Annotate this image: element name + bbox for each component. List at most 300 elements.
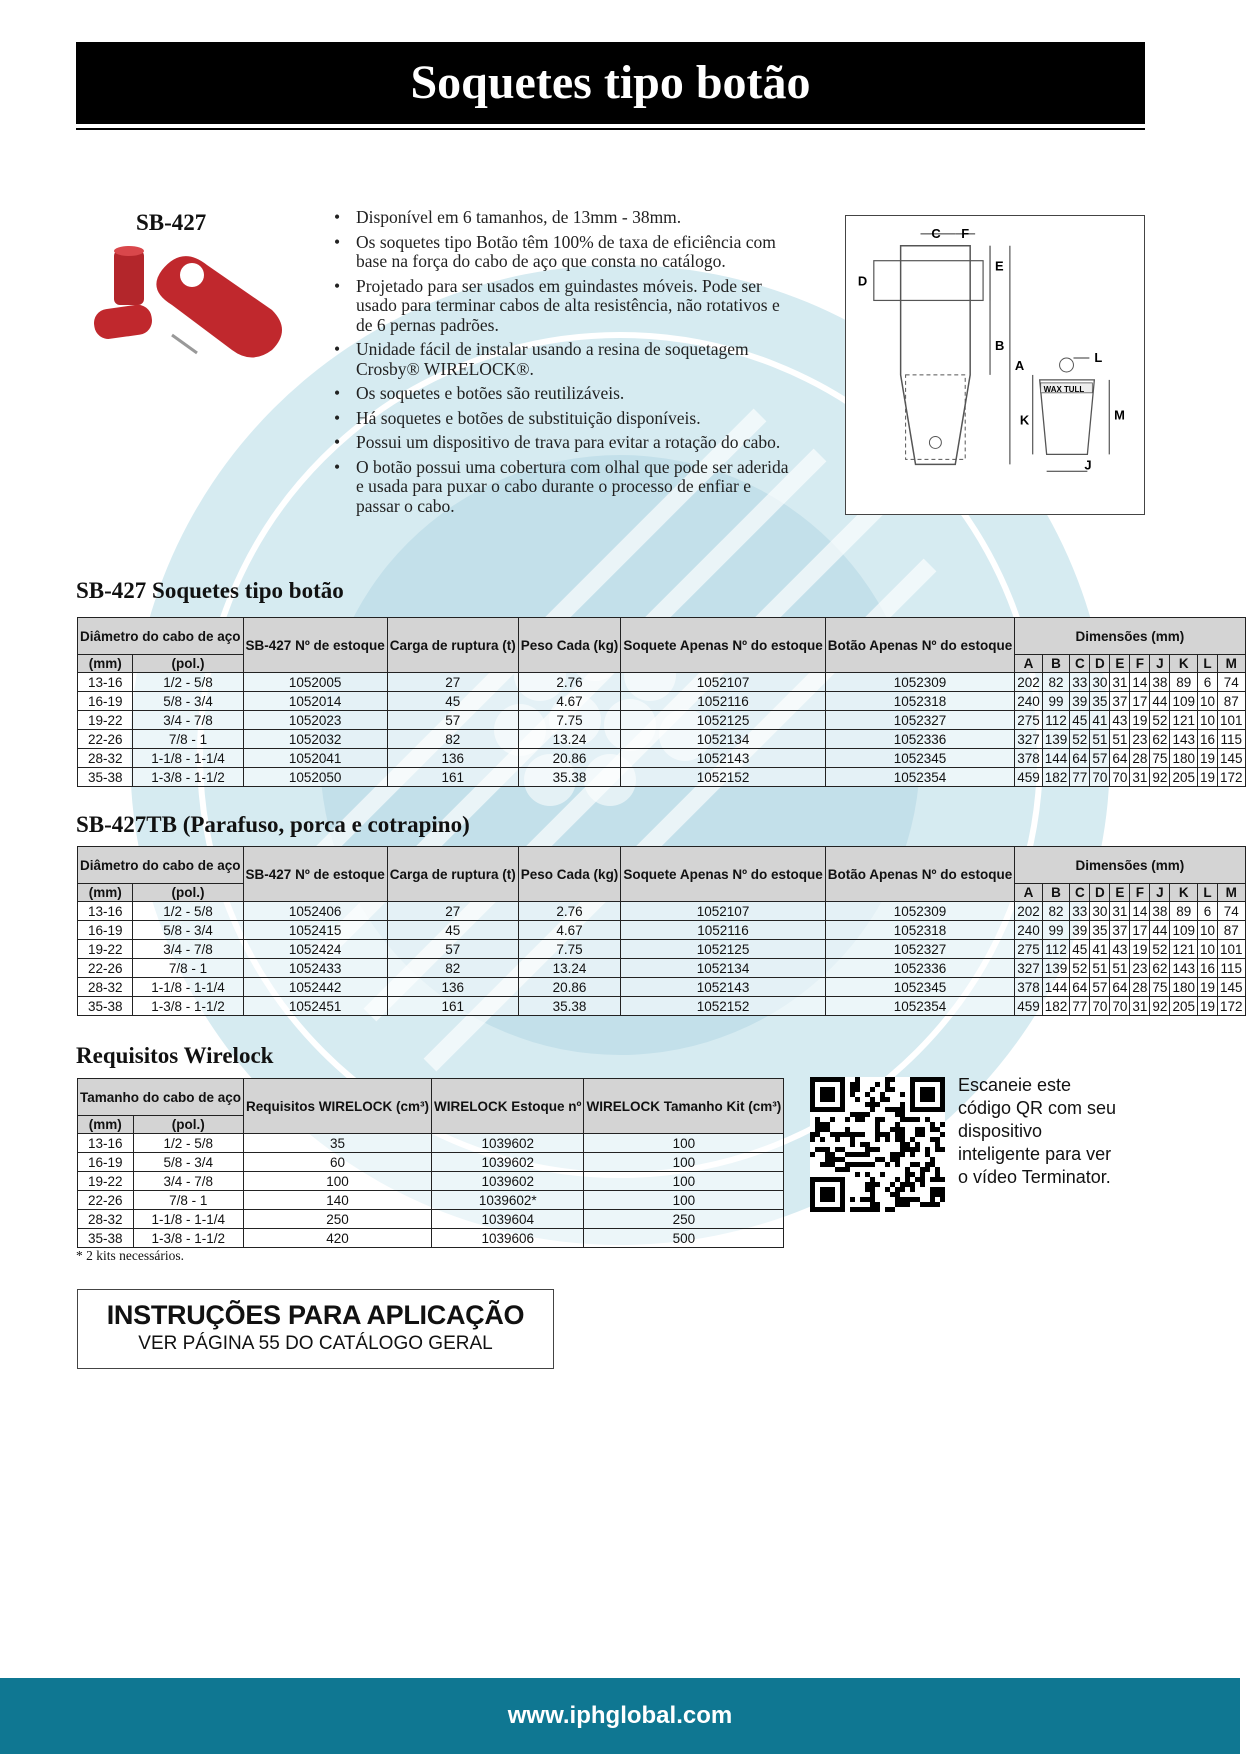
cell-m: 172	[1218, 997, 1246, 1016]
dim-label-a: A	[1014, 357, 1025, 373]
col-header-dim: B	[1042, 655, 1070, 673]
instructions-title: INSTRUÇÕES PARA APLICAÇÃO	[106, 1300, 525, 1330]
cell-kit: 250	[584, 1210, 784, 1229]
cell-a: 202	[1015, 902, 1043, 921]
cell-botao: 1052327	[825, 940, 1014, 959]
qr-code[interactable]	[810, 1077, 945, 1212]
cell-c: 64	[1070, 978, 1090, 997]
cell-f: 31	[1130, 997, 1150, 1016]
col-header-dim: M	[1218, 655, 1246, 673]
cell-k: 180	[1170, 749, 1198, 768]
cell-peso: 2.76	[518, 902, 621, 921]
cell-mm: 22-26	[78, 730, 133, 749]
col-header-dim: D	[1090, 655, 1110, 673]
dim-label-l: L	[1094, 350, 1103, 366]
cell-m: 101	[1218, 940, 1246, 959]
cell-soquete: 1052116	[621, 921, 825, 940]
cell-stock: 1052424	[243, 940, 387, 959]
cell-req: 100	[244, 1172, 432, 1191]
table-row	[78, 978, 1246, 997]
cell-d: 57	[1090, 749, 1110, 768]
cell-e: 64	[1110, 978, 1130, 997]
cell-f: 19	[1130, 711, 1150, 730]
cell-a: 202	[1015, 673, 1043, 692]
cell-stock: 1052451	[243, 997, 387, 1016]
table-row	[78, 959, 1246, 978]
col-header-dim: L	[1197, 884, 1217, 902]
cell-k: 109	[1170, 921, 1198, 940]
cell-pol: 7/8 - 1	[133, 959, 243, 978]
cell-l: 19	[1197, 768, 1217, 787]
page-title: Soquetes tipo botão	[76, 42, 1145, 124]
col-header-stock: SB-427 Nº de estoque	[243, 847, 387, 902]
cell-kit: 100	[584, 1191, 784, 1210]
cell-b: 182	[1042, 997, 1070, 1016]
cell-a: 459	[1015, 768, 1043, 787]
feature-item: • Há soquetes e botões de substituição disponíveis.	[330, 409, 790, 429]
cell-mm: 19-22	[78, 711, 133, 730]
feature-list	[330, 208, 790, 521]
col-header-diametro: Diâmetro do cabo de aço	[78, 847, 244, 884]
col-header-dim: K	[1170, 884, 1198, 902]
cell-e: 37	[1110, 921, 1130, 940]
footer-url[interactable]: www.iphglobal.com	[0, 1678, 1240, 1754]
cell-d: 51	[1090, 730, 1110, 749]
feature-item: • Os soquetes e botões são reutilizáveis.	[330, 384, 790, 404]
cell-c: 77	[1070, 997, 1090, 1016]
cell-a: 275	[1015, 711, 1043, 730]
cell-l: 6	[1197, 902, 1217, 921]
cell-pol: 1-1/8 - 1-1/4	[133, 1210, 243, 1229]
cell-a: 240	[1015, 921, 1043, 940]
cell-b: 99	[1042, 692, 1070, 711]
cell-pol: 1-3/8 - 1-1/2	[133, 997, 243, 1016]
col-header-dim: K	[1170, 655, 1198, 673]
cell-j: 75	[1150, 749, 1170, 768]
cell-e: 37	[1110, 692, 1130, 711]
col-header-botao: Botão Apenas Nº do estoque	[825, 618, 1014, 673]
cell-pol: 7/8 - 1	[133, 1191, 243, 1210]
col-header-soquete: Soquete Apenas Nº do estoque	[621, 847, 825, 902]
cell-k: 89	[1170, 902, 1198, 921]
cell-l: 16	[1197, 730, 1217, 749]
cell-b: 139	[1042, 730, 1070, 749]
cell-f: 28	[1130, 749, 1150, 768]
cell-stock: 1052023	[243, 711, 387, 730]
cell-b: 182	[1042, 768, 1070, 787]
table1-title: SB-427 Soquetes tipo botão	[76, 578, 344, 603]
cell-e: 51	[1110, 959, 1130, 978]
col-header-dim: B	[1042, 884, 1070, 902]
cell-f: 17	[1130, 692, 1150, 711]
cell-botao: 1052327	[825, 711, 1014, 730]
col-header-dim: A	[1015, 884, 1043, 902]
cell-c: 64	[1070, 749, 1090, 768]
cell-c: 77	[1070, 768, 1090, 787]
cell-d: 41	[1090, 940, 1110, 959]
col-header-dim: F	[1130, 655, 1150, 673]
product-photo	[92, 245, 302, 370]
dim-label-j: J	[1084, 457, 1092, 473]
col-header-dim: E	[1110, 655, 1130, 673]
col-header-diametro: Diâmetro do cabo de aço	[78, 618, 244, 655]
dim-label-k: K	[1019, 412, 1030, 428]
cell-b: 112	[1042, 711, 1070, 730]
col-header-dimensoes: Dimensões (mm)	[1015, 618, 1245, 655]
cell-peso: 13.24	[518, 959, 621, 978]
wirelock-table	[77, 1078, 784, 1248]
qr-caption: Escaneie este código QR com seu dispositivo inteligente para ver o vídeo Terminator.	[958, 1075, 1117, 1187]
cell-peso: 4.67	[518, 921, 621, 940]
cell-peso: 20.86	[518, 978, 621, 997]
cell-e: 64	[1110, 749, 1130, 768]
cell-stock: 1039602	[432, 1153, 584, 1172]
cell-a: 378	[1015, 749, 1043, 768]
cell-mm: 13-16	[78, 902, 133, 921]
cell-pol: 1-1/8 - 1-1/4	[133, 978, 243, 997]
cell-pol: 1/2 - 5/8	[133, 902, 243, 921]
cell-e: 70	[1110, 768, 1130, 787]
cell-b: 139	[1042, 959, 1070, 978]
cell-peso: 4.67	[518, 692, 621, 711]
table2-title: SB-427TB (Parafuso, porca e cotrapino)	[76, 812, 470, 837]
cell-pol: 1-1/8 - 1-1/4	[133, 749, 243, 768]
table-row	[78, 692, 1246, 711]
cell-stock: 1052415	[243, 921, 387, 940]
cell-l: 6	[1197, 673, 1217, 692]
cell-d: 51	[1090, 959, 1110, 978]
cell-f: 28	[1130, 978, 1150, 997]
title-divider	[76, 128, 1145, 130]
cell-d: 70	[1090, 768, 1110, 787]
cell-soquete: 1052134	[621, 730, 825, 749]
cell-j: 92	[1150, 997, 1170, 1016]
cell-carga: 45	[387, 921, 518, 940]
cell-carga: 27	[387, 673, 518, 692]
cell-botao: 1052345	[825, 749, 1014, 768]
col-header-requisitos: Requisitos WIRELOCK (cm³)	[244, 1079, 432, 1134]
cell-m: 145	[1218, 978, 1246, 997]
cell-carga: 82	[387, 730, 518, 749]
col-header-dim: D	[1090, 884, 1110, 902]
cell-carga: 82	[387, 959, 518, 978]
cell-botao: 1052354	[825, 768, 1014, 787]
cell-e: 70	[1110, 997, 1130, 1016]
cell-stock: 1052041	[243, 749, 387, 768]
table-row	[78, 749, 1246, 768]
feature-item: • Disponível em 6 tamanhos, de 13mm - 38mm.	[330, 208, 790, 228]
cell-carga: 136	[387, 978, 518, 997]
cell-mm: 35-38	[78, 768, 133, 787]
cell-mm: 19-22	[78, 1172, 134, 1191]
table-row	[78, 1229, 784, 1248]
cell-kit: 500	[584, 1229, 784, 1248]
cell-mm: 16-19	[78, 921, 133, 940]
cell-a: 327	[1015, 959, 1043, 978]
cell-soquete: 1052143	[621, 978, 825, 997]
cell-b: 144	[1042, 978, 1070, 997]
cell-soquete: 1052107	[621, 902, 825, 921]
cell-c: 45	[1070, 711, 1090, 730]
col-header-dim: A	[1015, 655, 1043, 673]
cell-e: 43	[1110, 711, 1130, 730]
col-header-peso: Peso Cada (kg)	[518, 618, 621, 673]
cell-botao: 1052354	[825, 997, 1014, 1016]
col-header-peso: Peso Cada (kg)	[518, 847, 621, 902]
instructions-box	[77, 1289, 554, 1369]
cell-req: 60	[244, 1153, 432, 1172]
col-header-dim: J	[1150, 884, 1170, 902]
cell-botao: 1052309	[825, 902, 1014, 921]
dim-label-f: F	[961, 225, 970, 241]
cell-j: 75	[1150, 978, 1170, 997]
cell-mm: 16-19	[78, 1153, 134, 1172]
cell-stock: 1039602*	[432, 1191, 584, 1210]
cell-b: 112	[1042, 940, 1070, 959]
cell-botao: 1052336	[825, 730, 1014, 749]
feature-item: • O botão possui uma cobertura com olhal que pode ser aderida e usada para puxar o cabo durante o processo de enfiar e passar o cabo.	[330, 458, 790, 517]
cell-b: 144	[1042, 749, 1070, 768]
cell-c: 39	[1070, 692, 1090, 711]
cell-k: 109	[1170, 692, 1198, 711]
feature-item: • Projetado para ser usados em guindastes móveis. Pode ser usado para terminar cabos de alta resistência, não rotativos e de 6 pernas padrões.	[330, 277, 790, 336]
cell-mm: 19-22	[78, 940, 133, 959]
cell-d: 30	[1090, 673, 1110, 692]
cell-d: 35	[1090, 921, 1110, 940]
cell-j: 52	[1150, 711, 1170, 730]
cell-m: 87	[1218, 692, 1246, 711]
cell-mm: 28-32	[78, 978, 133, 997]
cell-c: 39	[1070, 921, 1090, 940]
cell-soquete: 1052152	[621, 997, 825, 1016]
cell-d: 70	[1090, 997, 1110, 1016]
cell-l: 10	[1197, 692, 1217, 711]
table-row	[78, 1134, 784, 1153]
dim-label-d: D	[857, 273, 868, 289]
cell-j: 52	[1150, 940, 1170, 959]
cell-stock: 1039602	[432, 1134, 584, 1153]
cell-pol: 3/4 - 7/8	[133, 711, 243, 730]
cell-mm: 28-32	[78, 749, 133, 768]
table-row	[78, 902, 1246, 921]
cell-mm: 22-26	[78, 959, 133, 978]
cell-botao: 1052345	[825, 978, 1014, 997]
cell-peso: 2.76	[518, 673, 621, 692]
cell-j: 62	[1150, 959, 1170, 978]
table-row	[78, 768, 1246, 787]
cell-a: 378	[1015, 978, 1043, 997]
cell-j: 44	[1150, 921, 1170, 940]
table-row	[78, 1153, 784, 1172]
cell-e: 31	[1110, 902, 1130, 921]
nameplate-label: WAX TULL	[1043, 384, 1085, 394]
col-header-soquete: Soquete Apenas Nº do estoque	[621, 618, 825, 673]
cell-a: 327	[1015, 730, 1043, 749]
cell-botao: 1052336	[825, 959, 1014, 978]
cell-j: 38	[1150, 902, 1170, 921]
cell-f: 14	[1130, 902, 1150, 921]
cell-botao: 1052318	[825, 692, 1014, 711]
cell-l: 19	[1197, 749, 1217, 768]
cell-pol: 5/8 - 3/4	[133, 692, 243, 711]
feature-item: • Unidade fácil de instalar usando a resina de soquetagem Crosby® WIRELOCK®.	[330, 340, 790, 379]
dim-label-b: B	[995, 338, 1005, 354]
cell-req: 250	[244, 1210, 432, 1229]
cell-j: 92	[1150, 768, 1170, 787]
cell-stock: 1039604	[432, 1210, 584, 1229]
cell-peso: 7.75	[518, 940, 621, 959]
cell-k: 143	[1170, 959, 1198, 978]
col-header-kit: WIRELOCK Tamanho Kit (cm³)	[584, 1079, 784, 1134]
cell-e: 31	[1110, 673, 1130, 692]
cell-m: 87	[1218, 921, 1246, 940]
col-header-dim: C	[1070, 655, 1090, 673]
cell-soquete: 1052134	[621, 959, 825, 978]
table-row	[78, 1172, 784, 1191]
dim-label-m: M	[1114, 407, 1125, 423]
cell-l: 10	[1197, 921, 1217, 940]
cell-k: 89	[1170, 673, 1198, 692]
cell-f: 23	[1130, 959, 1150, 978]
cell-mm: 28-32	[78, 1210, 134, 1229]
cell-l: 10	[1197, 940, 1217, 959]
cell-peso: 7.75	[518, 711, 621, 730]
table2	[77, 846, 1246, 1016]
cell-soquete: 1052107	[621, 673, 825, 692]
cell-soquete: 1052143	[621, 749, 825, 768]
table-row	[78, 673, 1246, 692]
col-header-pol: (pol.)	[133, 655, 243, 673]
dim-label-e: E	[995, 258, 1004, 274]
cell-soquete: 1052116	[621, 692, 825, 711]
cell-peso: 13.24	[518, 730, 621, 749]
cell-b: 82	[1042, 902, 1070, 921]
col-header-mm: (mm)	[78, 1116, 134, 1134]
cell-m: 74	[1218, 673, 1246, 692]
cell-pol: 3/4 - 7/8	[133, 1172, 243, 1191]
cell-stock: 1052406	[243, 902, 387, 921]
col-header-mm: (mm)	[78, 884, 133, 902]
cell-m: 172	[1218, 768, 1246, 787]
cell-j: 44	[1150, 692, 1170, 711]
cell-f: 23	[1130, 730, 1150, 749]
cell-b: 82	[1042, 673, 1070, 692]
dim-label-c: C	[931, 225, 941, 241]
cell-carga: 57	[387, 711, 518, 730]
cell-pol: 7/8 - 1	[133, 730, 243, 749]
cell-d: 35	[1090, 692, 1110, 711]
cell-stock: 1039606	[432, 1229, 584, 1248]
col-header-stock: WIRELOCK Estoque nº	[432, 1079, 584, 1134]
cell-carga: 136	[387, 749, 518, 768]
cell-c: 33	[1070, 902, 1090, 921]
instructions-subtitle: VER PÁGINA 55 DO CATÁLOGO GERAL	[138, 1333, 493, 1354]
cell-kit: 100	[584, 1134, 784, 1153]
cell-c: 52	[1070, 959, 1090, 978]
col-header-mm: (mm)	[78, 655, 133, 673]
cell-stock: 1052032	[243, 730, 387, 749]
col-header-dim: C	[1070, 884, 1090, 902]
cell-m: 145	[1218, 749, 1246, 768]
cell-d: 41	[1090, 711, 1110, 730]
cell-peso: 20.86	[518, 749, 621, 768]
cell-l: 16	[1197, 959, 1217, 978]
dimension-diagram	[845, 215, 1145, 515]
cell-carga: 27	[387, 902, 518, 921]
cell-req: 420	[244, 1229, 432, 1248]
col-header-botao: Botão Apenas Nº do estoque	[825, 847, 1014, 902]
cell-req: 35	[244, 1134, 432, 1153]
cell-l: 10	[1197, 711, 1217, 730]
wirelock-title: Requisitos Wirelock	[76, 1043, 274, 1068]
cell-e: 51	[1110, 730, 1130, 749]
cell-k: 180	[1170, 978, 1198, 997]
cell-c: 52	[1070, 730, 1090, 749]
cell-a: 275	[1015, 940, 1043, 959]
cell-stock: 1039602	[432, 1172, 584, 1191]
cell-m: 115	[1218, 730, 1246, 749]
cell-carga: 161	[387, 997, 518, 1016]
col-header-dim: M	[1218, 884, 1246, 902]
footnote: * 2 kits necessários.	[76, 1248, 184, 1263]
cell-m: 74	[1218, 902, 1246, 921]
cell-k: 143	[1170, 730, 1198, 749]
cell-mm: 35-38	[78, 1229, 134, 1248]
cell-k: 205	[1170, 768, 1198, 787]
col-header-carga: Carga de ruptura (t)	[387, 847, 518, 902]
table-row	[78, 1210, 784, 1229]
table-row	[78, 921, 1246, 940]
feature-item: • Os soquetes tipo Botão têm 100% de taxa de eficiência com base na força do cabo de aço que consta no catálogo.	[330, 233, 790, 272]
cell-pol: 1-3/8 - 1-1/2	[133, 1229, 243, 1248]
cell-mm: 13-16	[78, 673, 133, 692]
cell-carga: 57	[387, 940, 518, 959]
cell-d: 57	[1090, 978, 1110, 997]
cell-l: 19	[1197, 997, 1217, 1016]
cell-m: 101	[1218, 711, 1246, 730]
cell-e: 43	[1110, 940, 1130, 959]
feature-item: • Possui um dispositivo de trava para evitar a rotação do cabo.	[330, 433, 790, 453]
cell-kit: 100	[584, 1153, 784, 1172]
cell-c: 45	[1070, 940, 1090, 959]
cell-carga: 161	[387, 768, 518, 787]
cell-f: 17	[1130, 921, 1150, 940]
cell-f: 19	[1130, 940, 1150, 959]
cell-stock: 1052442	[243, 978, 387, 997]
product-code: SB-427	[136, 210, 207, 235]
table1	[77, 617, 1246, 787]
cell-stock: 1052005	[243, 673, 387, 692]
cell-soquete: 1052125	[621, 711, 825, 730]
cell-pol: 5/8 - 3/4	[133, 1153, 243, 1172]
col-header-dim: J	[1150, 655, 1170, 673]
col-header-dim: E	[1110, 884, 1130, 902]
cell-mm: 22-26	[78, 1191, 134, 1210]
cell-pol: 5/8 - 3/4	[133, 921, 243, 940]
cell-botao: 1052309	[825, 673, 1014, 692]
cell-stock: 1052433	[243, 959, 387, 978]
table-row	[78, 997, 1246, 1016]
cell-pol: 3/4 - 7/8	[133, 940, 243, 959]
col-header-tamanho: Tamanho do cabo de aço	[78, 1079, 244, 1116]
cell-k: 121	[1170, 940, 1198, 959]
cell-k: 205	[1170, 997, 1198, 1016]
cell-d: 30	[1090, 902, 1110, 921]
cell-m: 115	[1218, 959, 1246, 978]
col-header-dimensoes: Dimensões (mm)	[1015, 847, 1245, 884]
col-header-carga: Carga de ruptura (t)	[387, 618, 518, 673]
table-row	[78, 1191, 784, 1210]
